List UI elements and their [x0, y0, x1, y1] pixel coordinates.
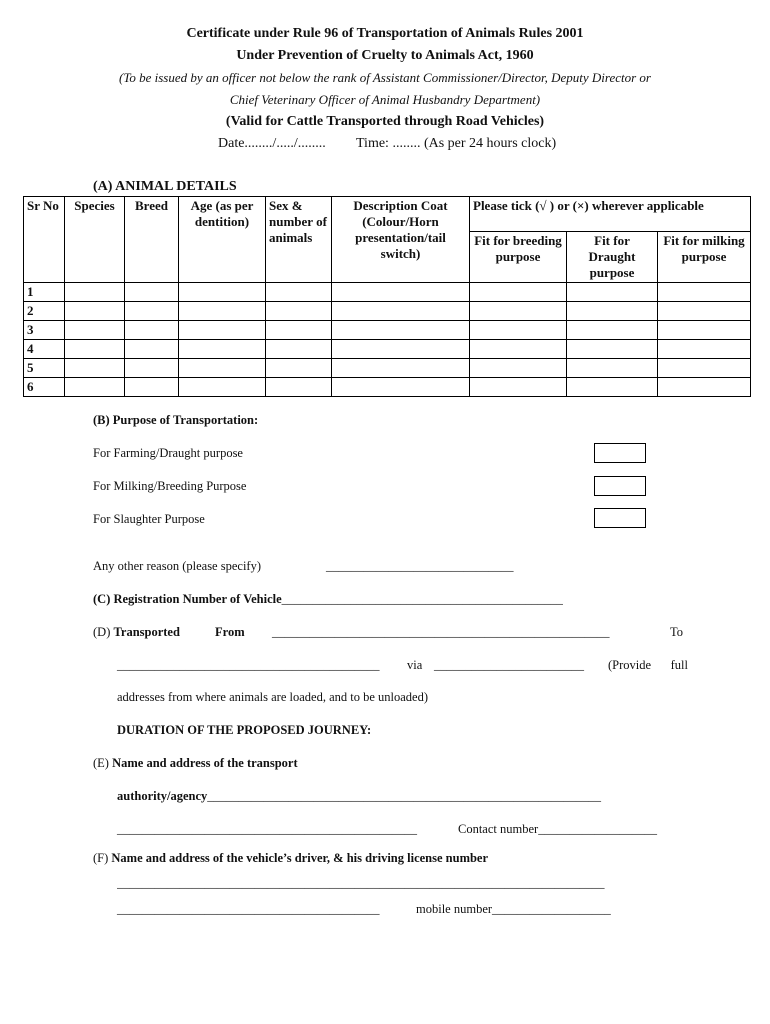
registration-field[interactable]: _____________________________________________ [281, 592, 563, 606]
driver-row [93, 851, 488, 866]
col-fit-milking: Fit for milking purpose [658, 232, 751, 283]
transport-authority-row [93, 756, 298, 771]
col-species: Species [65, 197, 125, 283]
row-number: 1 [24, 283, 65, 302]
contact-row [458, 822, 657, 837]
col-description: Description Coat (Colour/Horn presentation/tail switch) [332, 197, 470, 283]
col-tick-instructions: Please tick (√ ) or (×) wherever applicable [470, 197, 751, 232]
table-row[interactable] [24, 340, 751, 359]
title-line-2: Under Prevention of Cruelty to Animals Act, 1960 [236, 48, 534, 63]
provide-note: (Provide full [608, 658, 688, 672]
purpose-farming-checkbox[interactable] [594, 443, 646, 463]
transported-row [93, 625, 180, 640]
section-e-prefix: (E) [93, 756, 113, 770]
other-reason-field[interactable]: ______________________________ [326, 559, 514, 573]
to-field[interactable]: __________________________________________ [117, 658, 380, 672]
validity-note: (Valid for Cattle Transported through Road Vehicles) [225, 114, 545, 129]
registration-row [93, 592, 563, 607]
section-d-prefix: (D) [93, 625, 114, 639]
section-a-title: (A) ANIMAL DETAILS [93, 179, 237, 194]
col-fit-draught: Fit for Draught purpose [567, 232, 658, 283]
row-number: 6 [24, 378, 65, 397]
section-f-prefix: (F) [93, 851, 112, 865]
purpose-farming-label: For Farming/Draught purpose [93, 446, 243, 460]
driver-license-field[interactable]: __________________________________________ [117, 902, 380, 916]
issuing-officer-line-1: (To be issued by an officer not below the rank of Assistant Commissioner/Director, Deputy Director or [118, 70, 651, 85]
col-breed: Breed [125, 197, 179, 283]
authority-address-field[interactable]: ________________________________________________ [117, 822, 417, 836]
purpose-milking-checkbox[interactable] [594, 476, 646, 496]
registration-label: (C) Registration Number of Vehicle [93, 592, 282, 606]
animal-details-table [23, 196, 751, 397]
table-row[interactable] [24, 378, 751, 397]
table-row[interactable] [24, 302, 751, 321]
date-field[interactable]: Date......../...../........ [218, 136, 326, 151]
col-age: Age (as per dentition) [179, 197, 266, 283]
issuing-officer-line-2: Chief Veterinary Officer of Animal Husbandry Department) [229, 92, 541, 107]
driver-details-field[interactable]: ______________________________________________________________________________ [117, 876, 605, 890]
time-field[interactable]: Time: ........ (As per 24 hours clock) [356, 136, 557, 151]
transported-label: Transported [113, 625, 180, 639]
authority-label: authority/agency [117, 789, 208, 803]
table-row[interactable] [24, 283, 751, 302]
row-number: 4 [24, 340, 65, 359]
from-label: From [215, 625, 245, 639]
purpose-milking-label: For Milking/Breeding Purpose [93, 479, 247, 493]
purpose-slaughter-checkbox[interactable] [594, 508, 646, 528]
addresses-note: addresses from where animals are loaded, and to be unloaded) [117, 690, 428, 704]
section-b-title: (B) Purpose of Transportation: [93, 413, 259, 427]
row-number: 5 [24, 359, 65, 378]
table-row[interactable] [24, 321, 751, 340]
col-sex-number: Sex & number of animals [266, 197, 332, 283]
other-reason-label: Any other reason (please specify) [93, 559, 261, 573]
duration-heading: DURATION OF THE PROPOSED JOURNEY: [117, 723, 372, 737]
transport-authority-label: Name and address of the transport [112, 756, 298, 770]
via-label: via [407, 658, 423, 672]
mobile-label: mobile number [416, 902, 493, 916]
contact-label: Contact number [458, 822, 539, 836]
contact-field[interactable]: ___________________ [538, 822, 657, 836]
col-sr-no: Sr No [24, 197, 65, 283]
to-label: To [670, 625, 684, 639]
from-field[interactable]: ______________________________________________________ [272, 625, 610, 639]
title-line-1: Certificate under Rule 96 of Transportation of Animals Rules 2001 [186, 26, 584, 41]
mobile-row [416, 902, 611, 917]
row-number: 3 [24, 321, 65, 340]
authority-row [117, 789, 601, 804]
purpose-slaughter-label: For Slaughter Purpose [93, 512, 205, 526]
via-field[interactable]: ________________________ [434, 658, 584, 672]
col-fit-breeding: Fit for breeding purpose [470, 232, 567, 283]
driver-label: Name and address of the vehicle’s driver, & his driving license number [111, 851, 489, 865]
row-number: 2 [24, 302, 65, 321]
authority-field[interactable]: _______________________________________________________________ [207, 789, 602, 803]
mobile-field[interactable]: ___________________ [492, 902, 611, 916]
table-row[interactable] [24, 359, 751, 378]
